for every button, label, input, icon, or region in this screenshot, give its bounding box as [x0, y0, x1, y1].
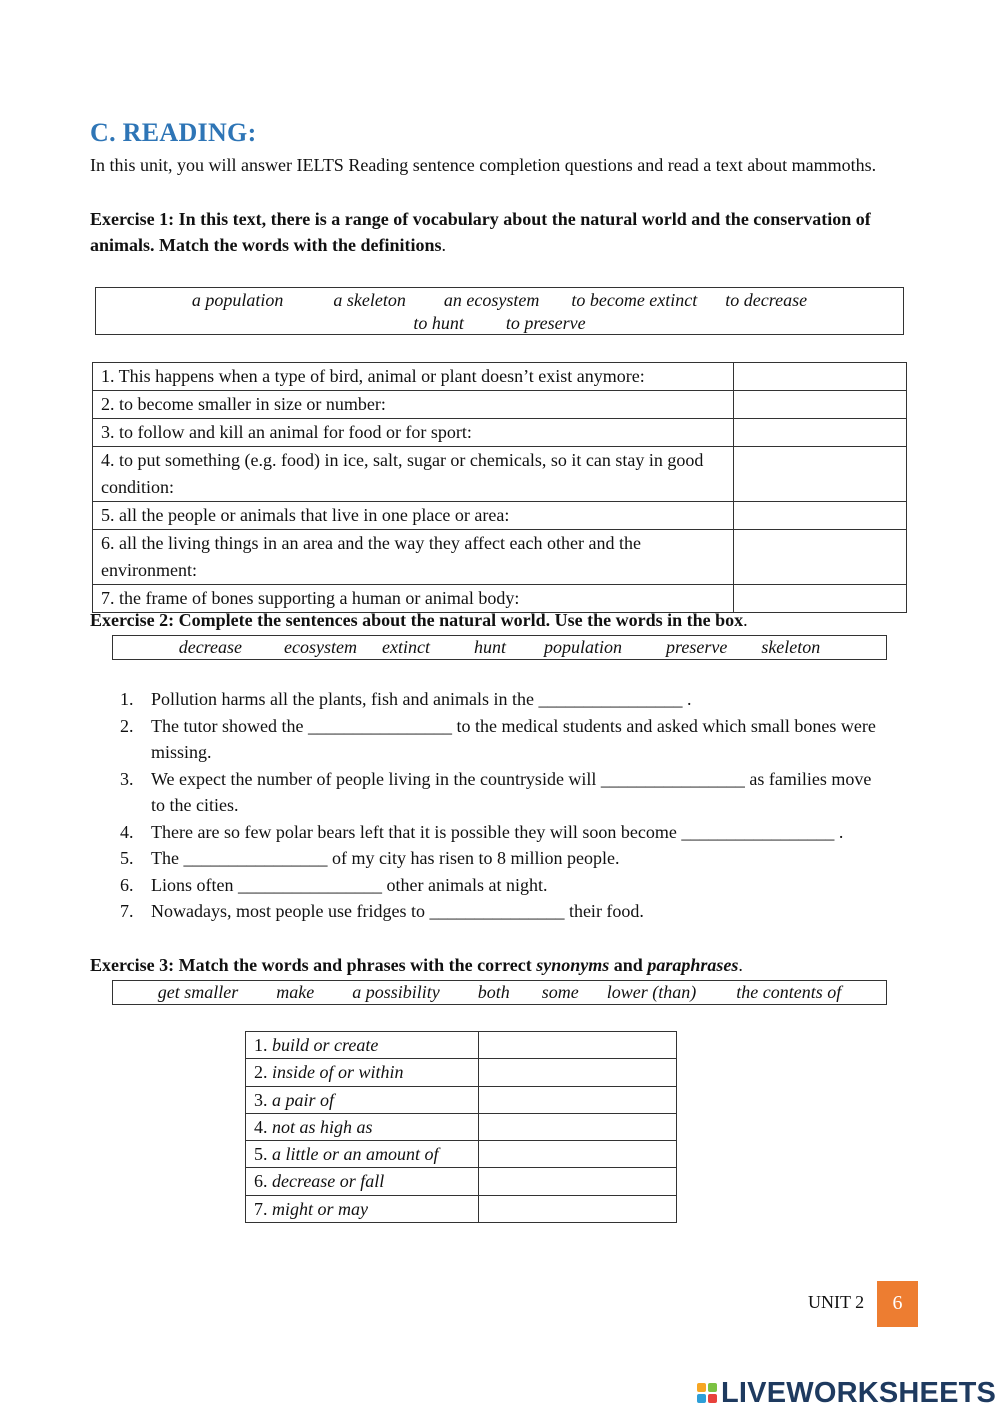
answer-cell[interactable]	[734, 585, 907, 613]
answer-cell[interactable]	[479, 1086, 677, 1113]
exercise1-word-box	[95, 287, 904, 335]
word-box-item: a possibility	[352, 982, 440, 1002]
word-box-item: preserve	[666, 637, 728, 657]
exercise3-word-box	[112, 980, 887, 1005]
item-number: 5.	[254, 1144, 268, 1165]
word-box-item: decrease	[178, 637, 243, 657]
definition-cell: 2. to become smaller in size or number:	[93, 391, 734, 419]
table-row	[246, 1141, 677, 1168]
exercise3-heading-text: Exercise 3: Match the words and phrases with the correct	[90, 955, 537, 975]
table-row	[246, 1168, 677, 1195]
sentence-text[interactable]: We expect the number of people living in the countryside will ________________ as families move to the cities.	[151, 768, 872, 815]
phrase-cell	[246, 1113, 479, 1140]
phrase-text: not as high as	[272, 1116, 373, 1137]
item-number: 4.	[254, 1116, 268, 1137]
answer-cell[interactable]	[479, 1113, 677, 1140]
definition-cell: 7. the frame of bones supporting a human or animal body:	[93, 585, 734, 613]
phrase-text: might or may	[272, 1198, 368, 1219]
definition-cell: 4. to put something (e.g. food) in ice, salt, sugar or chemicals, so it can stay in good condition:	[93, 447, 734, 502]
word-box-item: skeleton	[761, 637, 821, 657]
answer-cell[interactable]	[734, 419, 907, 447]
sentence-text[interactable]: The ________________ of my city has risen to 8 million people.	[151, 848, 620, 868]
item-number: 5.	[120, 848, 134, 868]
table-row	[93, 502, 907, 530]
phrase-cell	[246, 1086, 479, 1113]
section-title: C. READING:	[90, 118, 257, 147]
answer-cell[interactable]	[479, 1032, 677, 1059]
sentence-text[interactable]: The tutor showed the ________________ to the medical students and asked which small bones were missing.	[151, 715, 876, 762]
logo-grid-icon	[697, 1380, 719, 1406]
definition-cell: 6. all the living things in an area and the way they affect each other and the environment:	[93, 530, 734, 585]
word-box-line-1	[96, 289, 903, 312]
table-row	[93, 391, 907, 419]
word-box-item: population	[543, 637, 622, 657]
table-row	[246, 1086, 677, 1113]
word-box-item: to decrease	[725, 290, 808, 310]
sentence-text[interactable]: Nowadays, most people use fridges to _______________ their food.	[151, 901, 644, 921]
table-row	[93, 447, 907, 502]
item-number: 7.	[254, 1198, 268, 1219]
answer-cell[interactable]	[734, 391, 907, 419]
table-row	[93, 530, 907, 585]
word-box-item: hunt	[473, 637, 506, 657]
word-box-item: both	[477, 982, 510, 1002]
answer-cell[interactable]	[479, 1195, 677, 1222]
exercise3-heading-end: .	[738, 955, 743, 975]
definition-cell: 5. all the people or animals that live in one place or area:	[93, 502, 734, 530]
exercise1-table	[92, 362, 907, 613]
list-item	[120, 872, 880, 899]
exercise3-heading-synonyms: synonyms	[536, 955, 610, 975]
answer-cell[interactable]	[734, 530, 907, 585]
item-number: 3.	[120, 768, 134, 789]
definition-cell: 3. to follow and kill an animal for food or for sport:	[93, 419, 734, 447]
intro-text: In this unit, you will answer IELTS Reading sentence completion questions and read a text about mammoths.	[90, 155, 877, 175]
phrase-cell	[246, 1032, 479, 1059]
list-item	[120, 686, 880, 713]
item-number: 2.	[120, 715, 134, 736]
answer-cell[interactable]	[479, 1141, 677, 1168]
exercise1-heading-end: .	[441, 235, 447, 255]
exercise2-word-box	[112, 635, 887, 660]
exercise3-table	[245, 1031, 677, 1223]
answer-cell[interactable]	[734, 363, 907, 391]
item-number: 2.	[254, 1062, 268, 1083]
phrase-text: inside of or within	[272, 1062, 404, 1083]
word-box-item: extinct	[381, 637, 430, 657]
phrase-text: decrease or fall	[272, 1171, 385, 1192]
table-row	[246, 1195, 677, 1222]
item-number: 1.	[254, 1035, 268, 1055]
list-item	[120, 713, 880, 766]
answer-cell[interactable]	[479, 1059, 677, 1086]
phrase-cell	[246, 1195, 479, 1222]
table-row	[246, 1059, 677, 1086]
word-box-item: ecosystem	[284, 637, 357, 657]
list-item	[120, 766, 880, 819]
item-number: 1.	[120, 689, 134, 709]
item-number: 6.	[120, 874, 134, 895]
word-box-item: a skeleton	[333, 290, 406, 310]
exercise3-heading-and: and	[609, 955, 648, 975]
exercise1-heading	[90, 206, 910, 258]
answer-cell[interactable]	[734, 447, 907, 502]
word-box-item: some	[541, 982, 579, 1002]
list-item	[120, 819, 880, 846]
exercise3-heading-paraphrases: paraphrases	[647, 955, 739, 975]
phrase-cell	[246, 1168, 479, 1195]
exercise2-sentence-list	[120, 686, 880, 925]
phrase-text: build or create	[272, 1035, 379, 1055]
word-box-item: to preserve	[505, 313, 586, 333]
exercise2-heading-end: .	[743, 610, 748, 630]
item-number: 6.	[254, 1171, 268, 1192]
word-box-item: make	[276, 982, 315, 1002]
phrase-text: a little or an amount of	[272, 1144, 439, 1165]
definition-cell: 1. This happens when a type of bird, animal or plant doesn’t exist anymore:	[93, 363, 734, 391]
table-row	[246, 1113, 677, 1140]
page-number-badge: 6	[877, 1281, 918, 1327]
list-item	[120, 845, 880, 872]
word-box-item: lower (than)	[606, 982, 697, 1002]
word-box-item: to hunt	[413, 313, 464, 333]
answer-cell[interactable]	[479, 1168, 677, 1195]
word-box-item: get smaller	[157, 982, 239, 1002]
table-row	[246, 1032, 677, 1059]
sentence-text[interactable]: There are so few polar bears left that it is possible they will soon become _________________ .	[151, 821, 844, 842]
phrase-cell	[246, 1059, 479, 1086]
table-row	[93, 419, 907, 447]
item-number: 7.	[120, 901, 134, 921]
footer-unit-label: UNIT 2	[808, 1292, 865, 1312]
word-box-item: to become extinct	[571, 290, 698, 310]
exercise1-heading-text: Exercise 1: In this text, there is a range of vocabulary about the natural world and the conservation of animals. Match the words with the definitions	[90, 209, 871, 255]
sentence-text[interactable]: Lions often ________________ other animals at night.	[151, 874, 548, 895]
word-box-item: a population	[191, 290, 284, 310]
table-row	[93, 363, 907, 391]
phrase-cell	[246, 1141, 479, 1168]
item-number: 3.	[254, 1089, 268, 1110]
logo-text: LIVEWORKSHEETS	[721, 1376, 997, 1409]
exercise3-heading	[90, 952, 743, 978]
answer-cell[interactable]	[734, 502, 907, 530]
phrase-text: a pair of	[272, 1089, 335, 1110]
exercise2-heading-text: Exercise 2: Complete the sentences about the natural world. Use the words in the box	[90, 610, 744, 630]
word-box-item: the contents of	[736, 982, 842, 1002]
liveworksheets-logo[interactable]	[697, 1376, 996, 1410]
word-box-item: an ecosystem	[443, 290, 540, 310]
list-item	[120, 898, 880, 925]
exercise2-heading	[90, 607, 748, 633]
word-box-line-2	[96, 312, 903, 335]
sentence-text[interactable]: Pollution harms all the plants, fish and animals in the ________________ .	[151, 689, 692, 709]
item-number: 4.	[120, 821, 134, 842]
